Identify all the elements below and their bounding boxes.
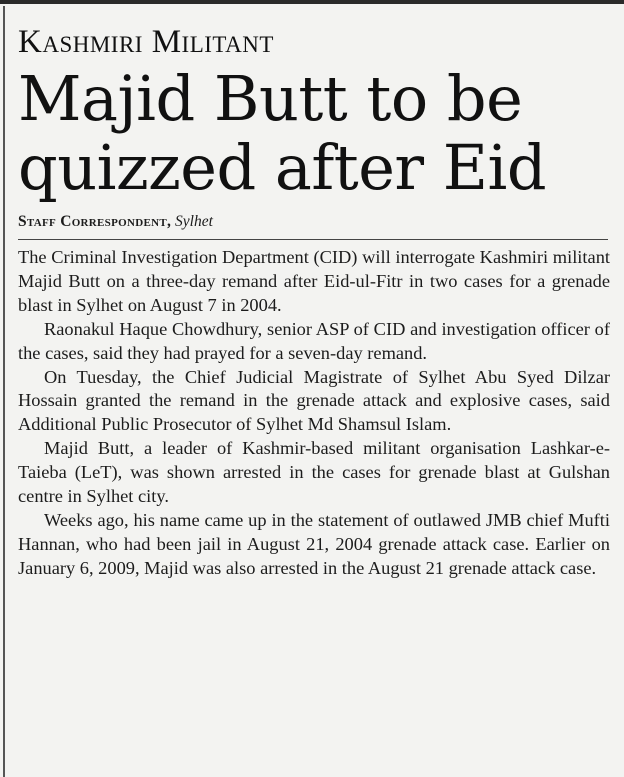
byline-author: Staff Correspondent, [18, 213, 172, 230]
byline-location: Sylhet [175, 213, 213, 230]
article-kicker: Kashmiri Militant [18, 24, 274, 60]
paragraph-5: Weeks ago, his name came up in the statement of outlawed JMB chief Mufti Hannan, who had been jail in August 21, 2004 grenade attack case. Earlier on January 6, 2009, Majid was also arrested in the August 21 grenade attack case. [18, 509, 610, 578]
paragraph-3: On Tuesday, the Chief Judicial Magistrate of Sylhet Abu Syed Dilzar Hossain granted the remand in the grenade attack and explosive cases, said Additional Public Prosecutor of Sylhet Md Shamsul Islam. [18, 366, 610, 435]
byline-divider [18, 239, 608, 240]
paragraph-1: The Criminal Investigation Department (CID) will interrogate Kashmiri militant Majid Butt on a three-day remand after Eid-ul-Fitr in two cases for a grenade blast in Sylhet on August 7 in 2004. [18, 247, 610, 315]
news-article [18, 22, 612, 581]
byline [18, 212, 612, 232]
paragraph-4: Majid Butt, a leader of Kashmir-based militant organisation Lashkar-e-Taieba (LeT), was shown arrested in the cases for grenade blast at Gulshan centre in Sylhet city. [18, 438, 610, 507]
top-rule [0, 0, 624, 4]
article-body [18, 246, 610, 581]
column-rule [3, 6, 5, 777]
paragraph-2: Raonakul Haque Chowdhury, senior ASP of CID and investigation officer of the cases, said they had prayed for a seven-day remand. [18, 318, 610, 363]
article-headline: Majid Butt to be quizzed after Eid [18, 62, 547, 204]
